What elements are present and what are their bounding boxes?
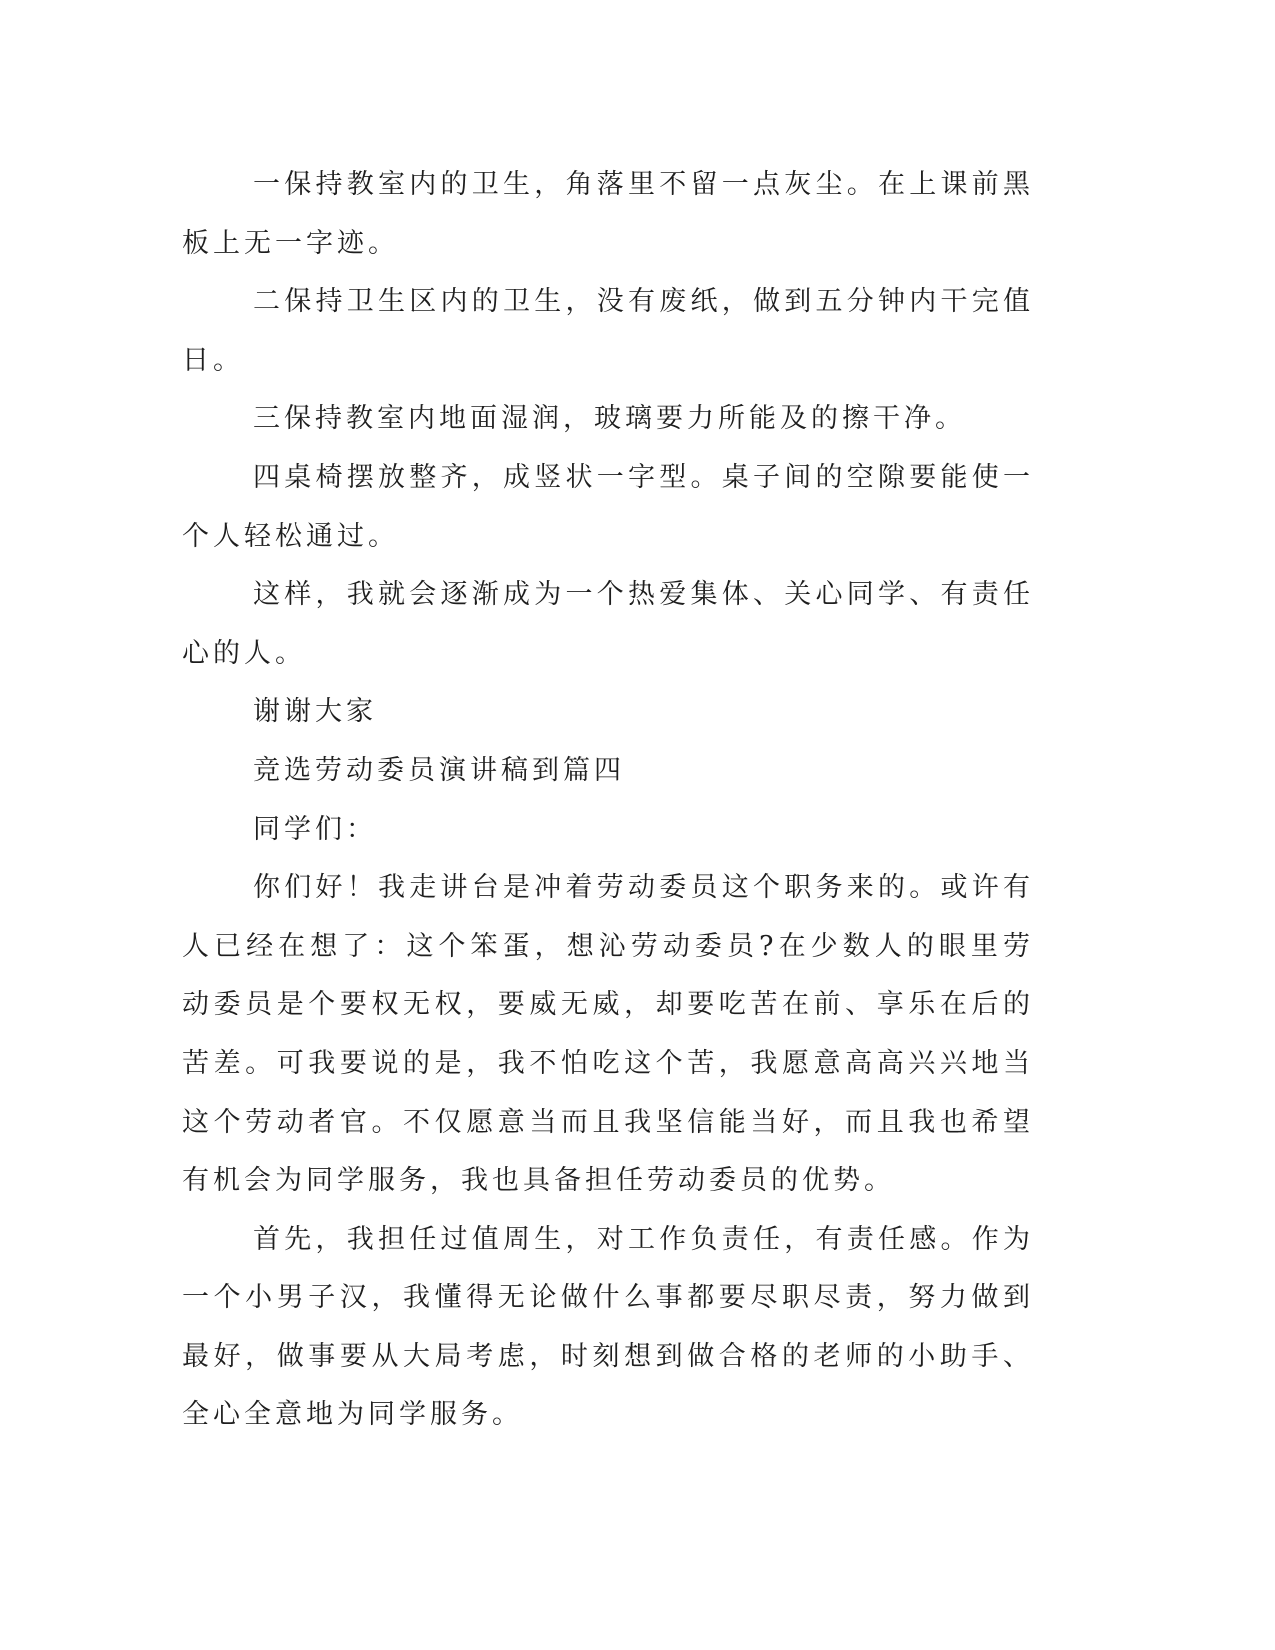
paragraph-hygiene-area: 二保持卫生区内的卫生，没有废纸，做到五分钟内干完值日。 — [182, 286, 1034, 376]
paragraph-conclusion: 这样，我就会逐渐成为一个热爱集体、关心同学、有责任心的人。 — [182, 579, 1034, 669]
document-body — [182, 156, 1034, 1445]
paragraph-floor-glass: 三保持教室内地面湿润，玻璃要力所能及的擦干净。 — [253, 403, 966, 435]
paragraph-thanks: 谢谢大家 — [253, 696, 377, 728]
paragraph-hygiene-classroom: 一保持教室内的卫生，角落里不留一点灰尘。在上课前黑板上无一字迹。 — [182, 169, 1034, 259]
paragraph-introduction: 你们好！我走讲台是冲着劳动委员这个职务来的。或许有人已经在想了：这个笨蛋，想沁劳动委员?在少数人的眼里劳动委员是个要权无权，要威无威，却要吃苦在前、享乐在后的苦差。可我要说的是，我不怕吃这个苦，我愿意高高兴兴地当这个劳动者官。不仅愿意当而且我坚信能当好，而且我也希望有机会为同学服务，我也具备担任劳动委员的优势。 — [182, 872, 1034, 1197]
paragraph-desks-chairs: 四桌椅摆放整齐，成竖状一字型。桌子间的空隙要能使一个人轻松通过。 — [182, 461, 1034, 552]
section-heading: 竞选劳动委员演讲稿到篇四 — [253, 754, 625, 786]
paragraph-salutation: 同学们： — [253, 813, 377, 845]
paragraph-first-point: 首先，我担任过值周生，对工作负责任，有责任感。作为一个小男子汉，我懂得无论做什么事都要尽职尽责，努力做到最好，做事要从大局考虑，时刻想到做合格的老师的小助手、全心全意地为同学服务。 — [182, 1223, 1034, 1431]
